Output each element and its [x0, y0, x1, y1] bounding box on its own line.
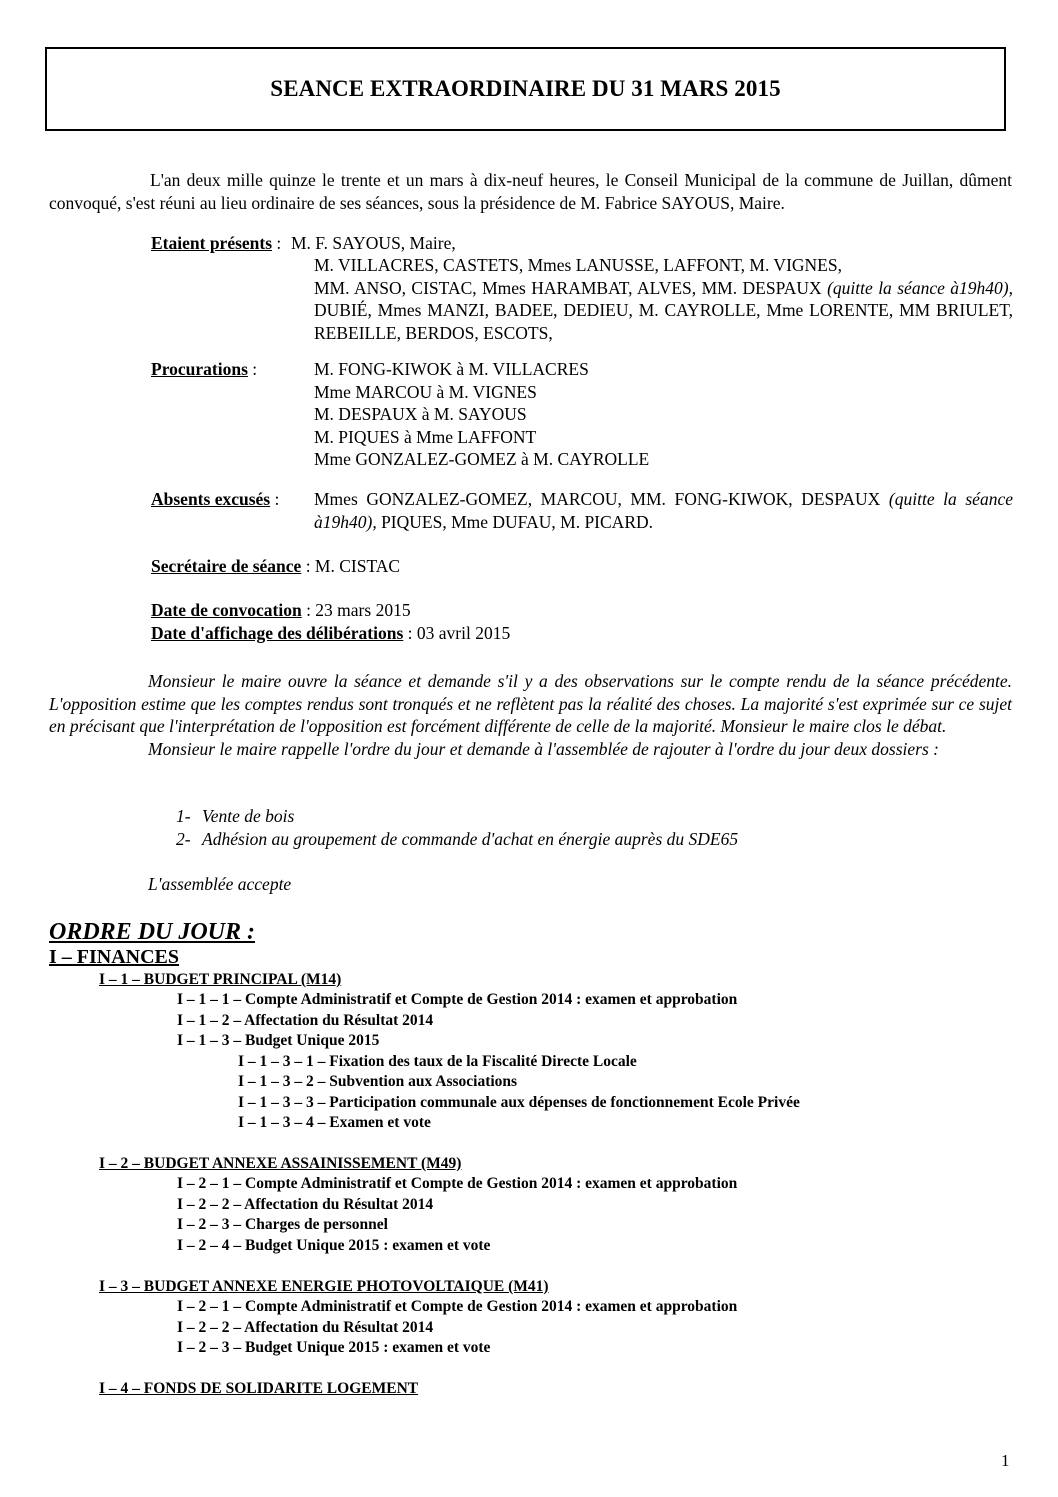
absents-sep: : [270, 489, 280, 509]
agenda-subitem: I – 1 – 3 – 3 – Participation communale aux dépenses de fonctionnement Ecole Privée [238, 1094, 800, 1111]
presents-sep: : [272, 233, 282, 253]
added-item-1 [176, 805, 294, 828]
ordre-du-jour-heading: ORDRE DU JOUR : [49, 919, 256, 945]
presents-label: Etaient présents [151, 233, 273, 253]
affichage-line [151, 622, 510, 645]
absents-text-a: Mmes GONZALEZ-GOMEZ, MARCOU, MM. FONG-KIWOK, DESPAUX [314, 489, 889, 509]
agenda-item: I – 1 – 3 – Budget Unique 2015 [177, 1032, 380, 1049]
secretaire-label: Secrétaire de séance [151, 556, 302, 576]
agenda-item: I – 2 – 3 – Budget Unique 2015 : examen et vote [177, 1339, 491, 1356]
secretaire-value: : M. CISTAC [301, 556, 401, 576]
agenda-heading-photovoltaique: I – 3 – BUDGET ANNEXE ENERGIE PHOTOVOLTAIQUE (M41) [99, 1278, 549, 1295]
absents-label: Absents excusés [151, 489, 271, 509]
absents-text-b: (quitte la séance à19h40), [314, 489, 1013, 532]
agenda-subitem: I – 1 – 3 – 4 – Examen et vote [238, 1114, 431, 1131]
agenda-item: I – 2 – 4 – Budget Unique 2015 : examen et vote [177, 1237, 491, 1254]
intro-text: L'an deux mille quinze le trente et un mars à dix-neuf heures, le Conseil Municipal de la commune de Juillan, dûment convoqué, s'est réuni au lieu ordinaire de ses séances, sous la présidence de M. Fabrice SAYOUS, Maire. [49, 170, 1012, 213]
added-item-text: Adhésion au groupement de commande d'achat en énergie auprès du SDE65 [202, 829, 739, 849]
procurations-label: Procurations [151, 359, 248, 379]
presents-line-2: M. VILLACRES, CASTETS, Mmes LANUSSE, LAFFONT, M. VIGNES, [314, 255, 842, 275]
added-item-num: 1- [176, 806, 191, 826]
presents-line-3b: (quitte la séance à19h40), [827, 277, 1013, 298]
agenda-item: I – 2 – 3 – Charges de personnel [177, 1216, 388, 1233]
agenda-item: I – 2 – 1 – Compte Administratif et Compte de Gestion 2014 : examen et approbation [177, 1175, 738, 1192]
title-box [45, 47, 1006, 131]
agenda-heading-fonds-solidarite: I – 4 – FONDS DE SOLIDARITE LOGEMENT [99, 1380, 419, 1397]
absents-list [314, 488, 1013, 533]
document-title: SEANCE EXTRAORDINAIRE DU 31 MARS 2015 [270, 76, 781, 101]
presents-line-1: M. F. SAYOUS, Maire, [291, 233, 456, 253]
agenda-item: I – 2 – 2 – Affectation du Résultat 2014 [177, 1196, 434, 1213]
agenda-item: I – 2 – 1 – Compte Administratif et Compte de Gestion 2014 : examen et approbation [177, 1298, 738, 1315]
added-item-text: Vente de bois [202, 806, 295, 826]
procuration-item: Mme GONZALEZ-GOMEZ à M. CAYROLLE [314, 449, 650, 469]
procuration-item: M. DESPAUX à M. SAYOUS [314, 404, 527, 424]
presents-line-3 [314, 277, 1013, 345]
observations-paragraph [49, 670, 1012, 760]
convocation-value: : 23 mars 2015 [301, 600, 411, 620]
observations-text: Monsieur le maire ouvre la séance et demande s'il y a des observations sur le compte rendu de la séance précédente. L'opposition estime que les comptes rendus sont tronqués et ne reflètent pas la réalité des choses. La majorité s'est exprimée sur ce sujet en précisant que l'interprétation de l'opposition est forcément différente de celle de la majorité. Monsieur le maire clos le débat. [49, 671, 1012, 736]
procurations-sep: : [247, 359, 258, 379]
affichage-label: Date d'affichage des délibérations [151, 623, 404, 643]
convocation-label: Date de convocation [151, 600, 302, 620]
agenda-heading-assainissement: I – 2 – BUDGET ANNEXE ASSAINISSEMENT (M49) [99, 1155, 462, 1172]
presents-line-3a: MM. ANSO, CISTAC, Mmes HARAMBAT, ALVES, MM. DESPAUX [314, 277, 828, 298]
procuration-item: M. FONG-KIWOK à M. VILLACRES [314, 359, 589, 379]
secretaire-line [151, 555, 400, 578]
affichage-value: : 03 avril 2015 [403, 623, 511, 643]
added-item-2 [176, 828, 738, 851]
presents-line-3c: DUBIÉ, Mmes MANZI, BADEE, DEDIEU, M. CAYROLLE, Mme LORENTE, MM BRIULET, REBEILLE, BERDOS, ESCOTS, [314, 300, 1013, 343]
procurations-list [314, 358, 1013, 471]
procuration-item: M. PIQUES à Mme LAFFONT [314, 426, 537, 447]
agenda-subitem: I – 1 – 3 – 2 – Subvention aux Associations [238, 1073, 518, 1090]
agenda-heading-budget-principal: I – 1 – BUDGET PRINCIPAL (M14) [99, 971, 342, 988]
assembly-accepts: L'assemblée accepte [148, 874, 292, 894]
section-finances-heading: I – FINANCES [49, 946, 180, 968]
page-number: 1 [1001, 1451, 1010, 1470]
presents-list [291, 232, 1013, 255]
absents-text-c: PIQUES, Mme DUFAU, M. PICARD. [376, 511, 654, 532]
intro-paragraph [49, 169, 1012, 214]
presents-continued [314, 254, 1013, 344]
agenda-item: I – 2 – 2 – Affectation du Résultat 2014 [177, 1319, 434, 1336]
procuration-item: Mme MARCOU à M. VIGNES [314, 381, 537, 402]
added-item-num: 2- [176, 829, 191, 849]
convocation-line [151, 599, 411, 622]
agenda-item: I – 1 – 1 – Compte Administratif et Compte de Gestion 2014 : examen et approbation [177, 991, 738, 1008]
agenda-item: I – 1 – 2 – Affectation du Résultat 2014 [177, 1012, 434, 1029]
agenda-subitem: I – 1 – 3 – 1 – Fixation des taux de la Fiscalité Directe Locale [238, 1053, 637, 1070]
ordre-du-jour-request-text: Monsieur le maire rappelle l'ordre du jour et demande à l'assemblée de rajouter à l'ordre du jour deux dossiers : [148, 738, 940, 759]
